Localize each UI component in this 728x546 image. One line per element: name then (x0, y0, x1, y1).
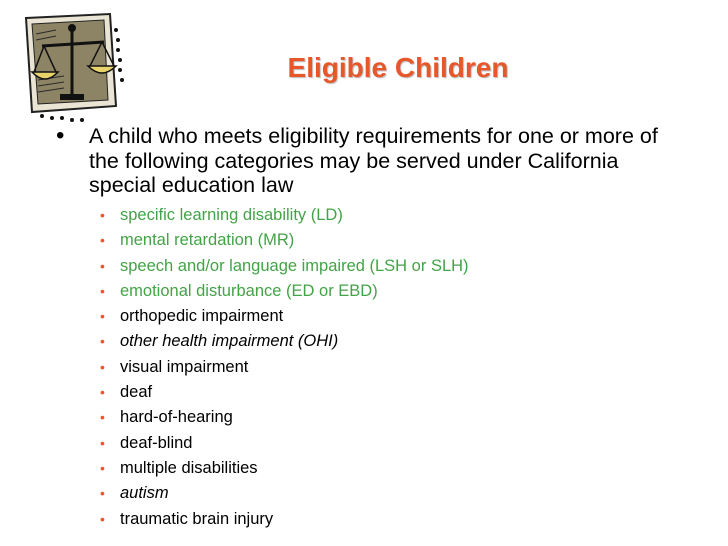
intro-text: A child who meets eligibility requirements for one or more of the following categories may be served under California special education law (89, 124, 658, 197)
bullet-marker: • (100, 232, 105, 249)
category-label: other health impairment (OHI) (120, 332, 339, 351)
category-item (94, 203, 469, 228)
eligibility-category-list (94, 203, 469, 532)
bullet-marker: • (100, 384, 105, 401)
bullet-marker: • (100, 282, 105, 299)
bullet-marker: • (100, 459, 105, 476)
category-label: hard-of-hearing (120, 408, 233, 427)
category-label: mental retardation (MR) (120, 231, 295, 250)
bullet-marker: • (100, 434, 105, 451)
bullet-marker: • (100, 333, 105, 350)
category-item (94, 431, 469, 456)
category-item (94, 228, 469, 253)
bullet-marker: • (100, 358, 105, 375)
category-label: visual impairment (120, 357, 249, 376)
category-item (94, 329, 469, 354)
category-label: emotional disturbance (ED or EBD) (120, 281, 378, 300)
bullet-marker: • (100, 207, 105, 223)
category-item (94, 456, 469, 481)
bullet-marker: • (100, 485, 105, 502)
category-item (94, 380, 469, 405)
category-label: multiple disabilities (120, 458, 258, 477)
category-item (94, 304, 469, 329)
category-label: speech and/or language impaired (LSH or SLH) (120, 256, 469, 275)
category-label: orthopedic impairment (120, 307, 284, 326)
bullet-marker: • (100, 257, 105, 274)
category-label: autism (120, 484, 169, 503)
category-item (94, 481, 469, 506)
category-label: specific learning disability (LD) (120, 206, 343, 224)
category-item (94, 355, 469, 380)
bullet-marker: • (100, 409, 105, 426)
bullet-marker: • (100, 308, 105, 325)
category-label: deaf-blind (120, 433, 193, 452)
bullet-marker: • (56, 122, 65, 149)
slide-title: Eligible Children (287, 52, 509, 83)
category-item (94, 279, 469, 304)
category-item (94, 254, 469, 279)
category-item (94, 405, 469, 430)
intro-paragraph (58, 124, 678, 198)
category-label: traumatic brain injury (120, 509, 274, 528)
bullet-marker: • (100, 510, 105, 527)
category-label: deaf (120, 383, 153, 402)
category-item (94, 507, 469, 532)
